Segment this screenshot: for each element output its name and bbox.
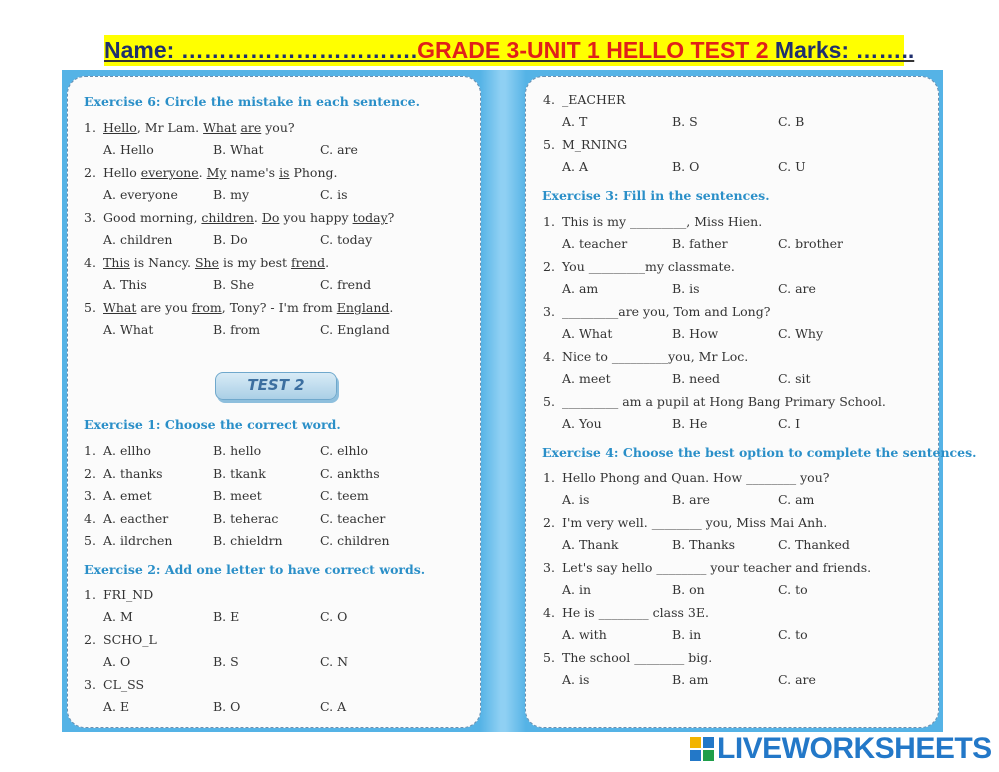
sentence-text: Good morning, bbox=[103, 210, 202, 225]
answer-option: C. O bbox=[320, 609, 348, 624]
sentence-text: . bbox=[198, 165, 207, 180]
answer-option: A. with bbox=[562, 627, 607, 642]
answer-option: A. thanks bbox=[103, 465, 163, 481]
underlined-word: What bbox=[103, 300, 137, 315]
sentence-text: , Mr Lam. bbox=[136, 120, 204, 135]
question-number: 2. bbox=[84, 165, 96, 180]
question-number: 2. bbox=[543, 515, 555, 530]
sentence-text: you? bbox=[261, 120, 295, 135]
sentence-text: is my best bbox=[218, 255, 292, 270]
answer-option: B. meet bbox=[213, 488, 262, 504]
question-number: 2. bbox=[84, 632, 96, 647]
answer-option: A. E bbox=[103, 699, 130, 714]
underlined-word: What bbox=[203, 120, 237, 135]
answer-option: A. What bbox=[103, 322, 154, 337]
question-sentence: Let's say hello ________ your teacher and friends. bbox=[562, 560, 872, 575]
answer-option: B. is bbox=[672, 281, 700, 296]
missing-letter-word: _EACHER bbox=[562, 92, 626, 107]
question-sentence bbox=[103, 255, 329, 271]
answer-option: C. U bbox=[778, 159, 806, 174]
question-number: 4. bbox=[84, 255, 96, 270]
underlined-word: everyone bbox=[140, 165, 199, 180]
answer-option: A. ildrchen bbox=[103, 533, 173, 549]
sentence-text: name's bbox=[226, 165, 280, 180]
sentence-text: . bbox=[325, 255, 330, 270]
underlined-word: is bbox=[279, 165, 290, 180]
question-number: 3. bbox=[543, 304, 555, 319]
answer-option: B. are bbox=[672, 492, 710, 507]
answer-option: A. You bbox=[562, 416, 602, 431]
answer-option: B. my bbox=[213, 187, 250, 202]
answer-option: B. on bbox=[672, 582, 705, 597]
sentence-text: is Nancy. bbox=[129, 255, 195, 270]
answer-option: A. Thank bbox=[562, 537, 619, 552]
answer-option: C. are bbox=[778, 281, 816, 296]
answer-option: C. are bbox=[778, 672, 816, 687]
answer-option: C. brother bbox=[778, 236, 844, 251]
answer-option: B. Do bbox=[213, 232, 248, 247]
answer-option: C. I bbox=[778, 416, 801, 431]
answer-option: B. E bbox=[213, 609, 240, 624]
question-sentence bbox=[103, 120, 295, 136]
answer-option: A. am bbox=[562, 281, 599, 296]
answer-option: B. O bbox=[672, 159, 700, 174]
question-number: 2. bbox=[84, 465, 96, 481]
marks-label: Marks: …….. bbox=[768, 37, 915, 63]
answer-option: A. This bbox=[103, 277, 147, 292]
answer-option: A. teacher bbox=[562, 236, 628, 251]
answer-option: A. is bbox=[562, 672, 590, 687]
question-number: 1. bbox=[84, 443, 96, 458]
answer-option: C. Thanked bbox=[778, 537, 850, 552]
answer-option: B. hello bbox=[213, 443, 262, 458]
answer-option: C. A bbox=[320, 699, 347, 714]
sentence-text: you happy bbox=[279, 210, 353, 225]
answer-option: A. eacther bbox=[103, 510, 169, 526]
answer-option: B. tkank bbox=[213, 465, 266, 481]
answer-option: A. emet bbox=[103, 488, 152, 504]
answer-option: B. How bbox=[672, 326, 719, 341]
question-number: 3. bbox=[84, 210, 96, 225]
answer-option: C. Why bbox=[778, 326, 824, 341]
book-spine bbox=[480, 70, 526, 732]
question-sentence: Nice to _________you, Mr Loc. bbox=[562, 349, 749, 364]
answer-option: A. Hello bbox=[103, 142, 154, 157]
answer-option: C. N bbox=[320, 654, 349, 669]
answer-option: C. frend bbox=[320, 277, 372, 292]
missing-letter-word: SCHO_L bbox=[103, 632, 157, 647]
question-sentence: _________are you, Tom and Long? bbox=[562, 304, 771, 319]
answer-option: C. to bbox=[778, 582, 808, 597]
question-sentence bbox=[103, 210, 394, 226]
worksheet-title: GRADE 3-UNIT 1 HELLO TEST 2 bbox=[417, 37, 769, 63]
answer-option: A. is bbox=[562, 492, 590, 507]
answer-option: B. in bbox=[672, 627, 702, 642]
sentence-text: Hello bbox=[103, 165, 141, 180]
answer-option: C. is bbox=[320, 187, 348, 202]
answer-option: B. O bbox=[213, 699, 241, 714]
question-number: 1. bbox=[543, 214, 555, 229]
answer-option: B. need bbox=[672, 371, 720, 386]
question-number: 5. bbox=[84, 300, 96, 315]
question-sentence: This is my _________, Miss Hien. bbox=[562, 214, 763, 229]
question-sentence: The school ________ big. bbox=[562, 650, 713, 665]
answer-option: B. S bbox=[672, 114, 698, 129]
missing-letter-word: M_RNING bbox=[562, 137, 628, 152]
missing-letter-word: FRI_ND bbox=[103, 587, 154, 602]
question-sentence bbox=[103, 300, 393, 316]
answer-option: A. M bbox=[103, 609, 133, 624]
answer-option: C. ankths bbox=[320, 465, 380, 481]
question-number: 5. bbox=[543, 650, 555, 665]
answer-option: A. ellho bbox=[103, 443, 151, 458]
answer-option: C. teem bbox=[320, 488, 369, 504]
answer-option: A. T bbox=[562, 114, 588, 129]
underlined-word: She bbox=[194, 255, 219, 270]
answer-option: B. chieldrn bbox=[213, 533, 283, 549]
question-number: 4. bbox=[543, 92, 555, 107]
underlined-word: frend bbox=[291, 255, 326, 270]
missing-letter-word: CL_SS bbox=[103, 677, 145, 692]
answer-option: C. teacher bbox=[320, 510, 386, 526]
answer-option: C. England bbox=[320, 322, 390, 337]
underlined-word: today bbox=[352, 210, 388, 225]
question-sentence: I'm very well. ________ you, Miss Mai Anh. bbox=[562, 515, 828, 530]
answer-option: A. A bbox=[562, 159, 589, 174]
answer-option: B. father bbox=[672, 236, 728, 251]
answer-option: C. children bbox=[320, 533, 390, 549]
question-sentence: You _________my classmate. bbox=[562, 259, 735, 274]
answer-option: B. She bbox=[213, 277, 255, 292]
exercise-2-heading: Exercise 2: Add one letter to have correct words. bbox=[84, 562, 426, 577]
question-number: 5. bbox=[543, 137, 555, 152]
question-number: 3. bbox=[84, 488, 96, 504]
question-sentence bbox=[103, 165, 337, 181]
underlined-word: My bbox=[206, 165, 227, 180]
answer-option: B. am bbox=[672, 672, 709, 687]
liveworksheets-logo-text: LIVEWORKSHEETS bbox=[717, 732, 992, 765]
underlined-word: Hello bbox=[103, 120, 137, 135]
underlined-word: England bbox=[336, 300, 390, 315]
exercise-1-heading: Exercise 1: Choose the correct word. bbox=[84, 417, 341, 432]
question-sentence: He is ________ class 3E. bbox=[562, 605, 709, 620]
underlined-word: are bbox=[240, 120, 262, 135]
question-number: 1. bbox=[543, 470, 555, 485]
question-number: 5. bbox=[84, 533, 96, 549]
answer-option: C. B bbox=[778, 114, 805, 129]
answer-option: C. am bbox=[778, 492, 815, 507]
exercise-3-heading: Exercise 3: Fill in the sentences. bbox=[542, 188, 770, 203]
question-number: 5. bbox=[543, 394, 555, 409]
question-number: 3. bbox=[84, 677, 96, 692]
sentence-text: , Tony? - I'm from bbox=[221, 300, 337, 315]
sentence-text: Phong. bbox=[289, 165, 338, 180]
answer-option: B. What bbox=[213, 142, 264, 157]
exercise-6-heading: Exercise 6: Circle the mistake in each sentence. bbox=[84, 94, 420, 109]
answer-option: A. children bbox=[103, 232, 173, 247]
liveworksheets-logo-icon bbox=[690, 737, 714, 761]
sentence-text: are you bbox=[136, 300, 192, 315]
question-number: 4. bbox=[84, 510, 96, 526]
question-number: 2. bbox=[543, 259, 555, 274]
question-number: 3. bbox=[543, 560, 555, 575]
answer-option: A. O bbox=[103, 654, 131, 669]
question-sentence: _________ am a pupil at Hong Bang Primary School. bbox=[562, 394, 886, 409]
answer-option: C. today bbox=[320, 232, 373, 247]
answer-option: A. everyone bbox=[103, 187, 178, 202]
underlined-word: children bbox=[201, 210, 254, 225]
answer-option: A. in bbox=[562, 582, 592, 597]
answer-option: C. elhlo bbox=[320, 443, 369, 458]
sentence-text: . bbox=[253, 210, 262, 225]
sentence-text: . bbox=[389, 300, 394, 315]
answer-option: B. teherac bbox=[213, 510, 279, 526]
underlined-word: This bbox=[103, 255, 130, 270]
answer-option: A. meet bbox=[562, 371, 611, 386]
name-label: Name: …………………………. bbox=[104, 37, 418, 63]
worksheet-header bbox=[104, 35, 915, 66]
answer-option: B. S bbox=[213, 654, 239, 669]
underlined-word: from bbox=[191, 300, 222, 315]
answer-option: C. are bbox=[320, 142, 358, 157]
question-number: 4. bbox=[543, 349, 555, 364]
question-sentence: Hello Phong and Quan. How ________ you? bbox=[562, 470, 830, 485]
answer-option: B. from bbox=[213, 322, 261, 337]
liveworksheets-logo bbox=[690, 733, 990, 765]
question-number: 1. bbox=[84, 120, 96, 135]
answer-option: B. He bbox=[672, 416, 708, 431]
underlined-word: Do bbox=[261, 210, 280, 225]
exercise-4-heading: Exercise 4: Choose the best option to complete the sentences. bbox=[542, 445, 977, 460]
test-2-badge: TEST 2 bbox=[215, 372, 337, 400]
answer-option: C. to bbox=[778, 627, 808, 642]
answer-option: C. sit bbox=[778, 371, 811, 386]
sentence-text: ? bbox=[387, 210, 395, 225]
answer-option: B. Thanks bbox=[672, 537, 736, 552]
question-number: 1. bbox=[84, 587, 96, 602]
question-number: 4. bbox=[543, 605, 555, 620]
answer-option: A. What bbox=[562, 326, 613, 341]
